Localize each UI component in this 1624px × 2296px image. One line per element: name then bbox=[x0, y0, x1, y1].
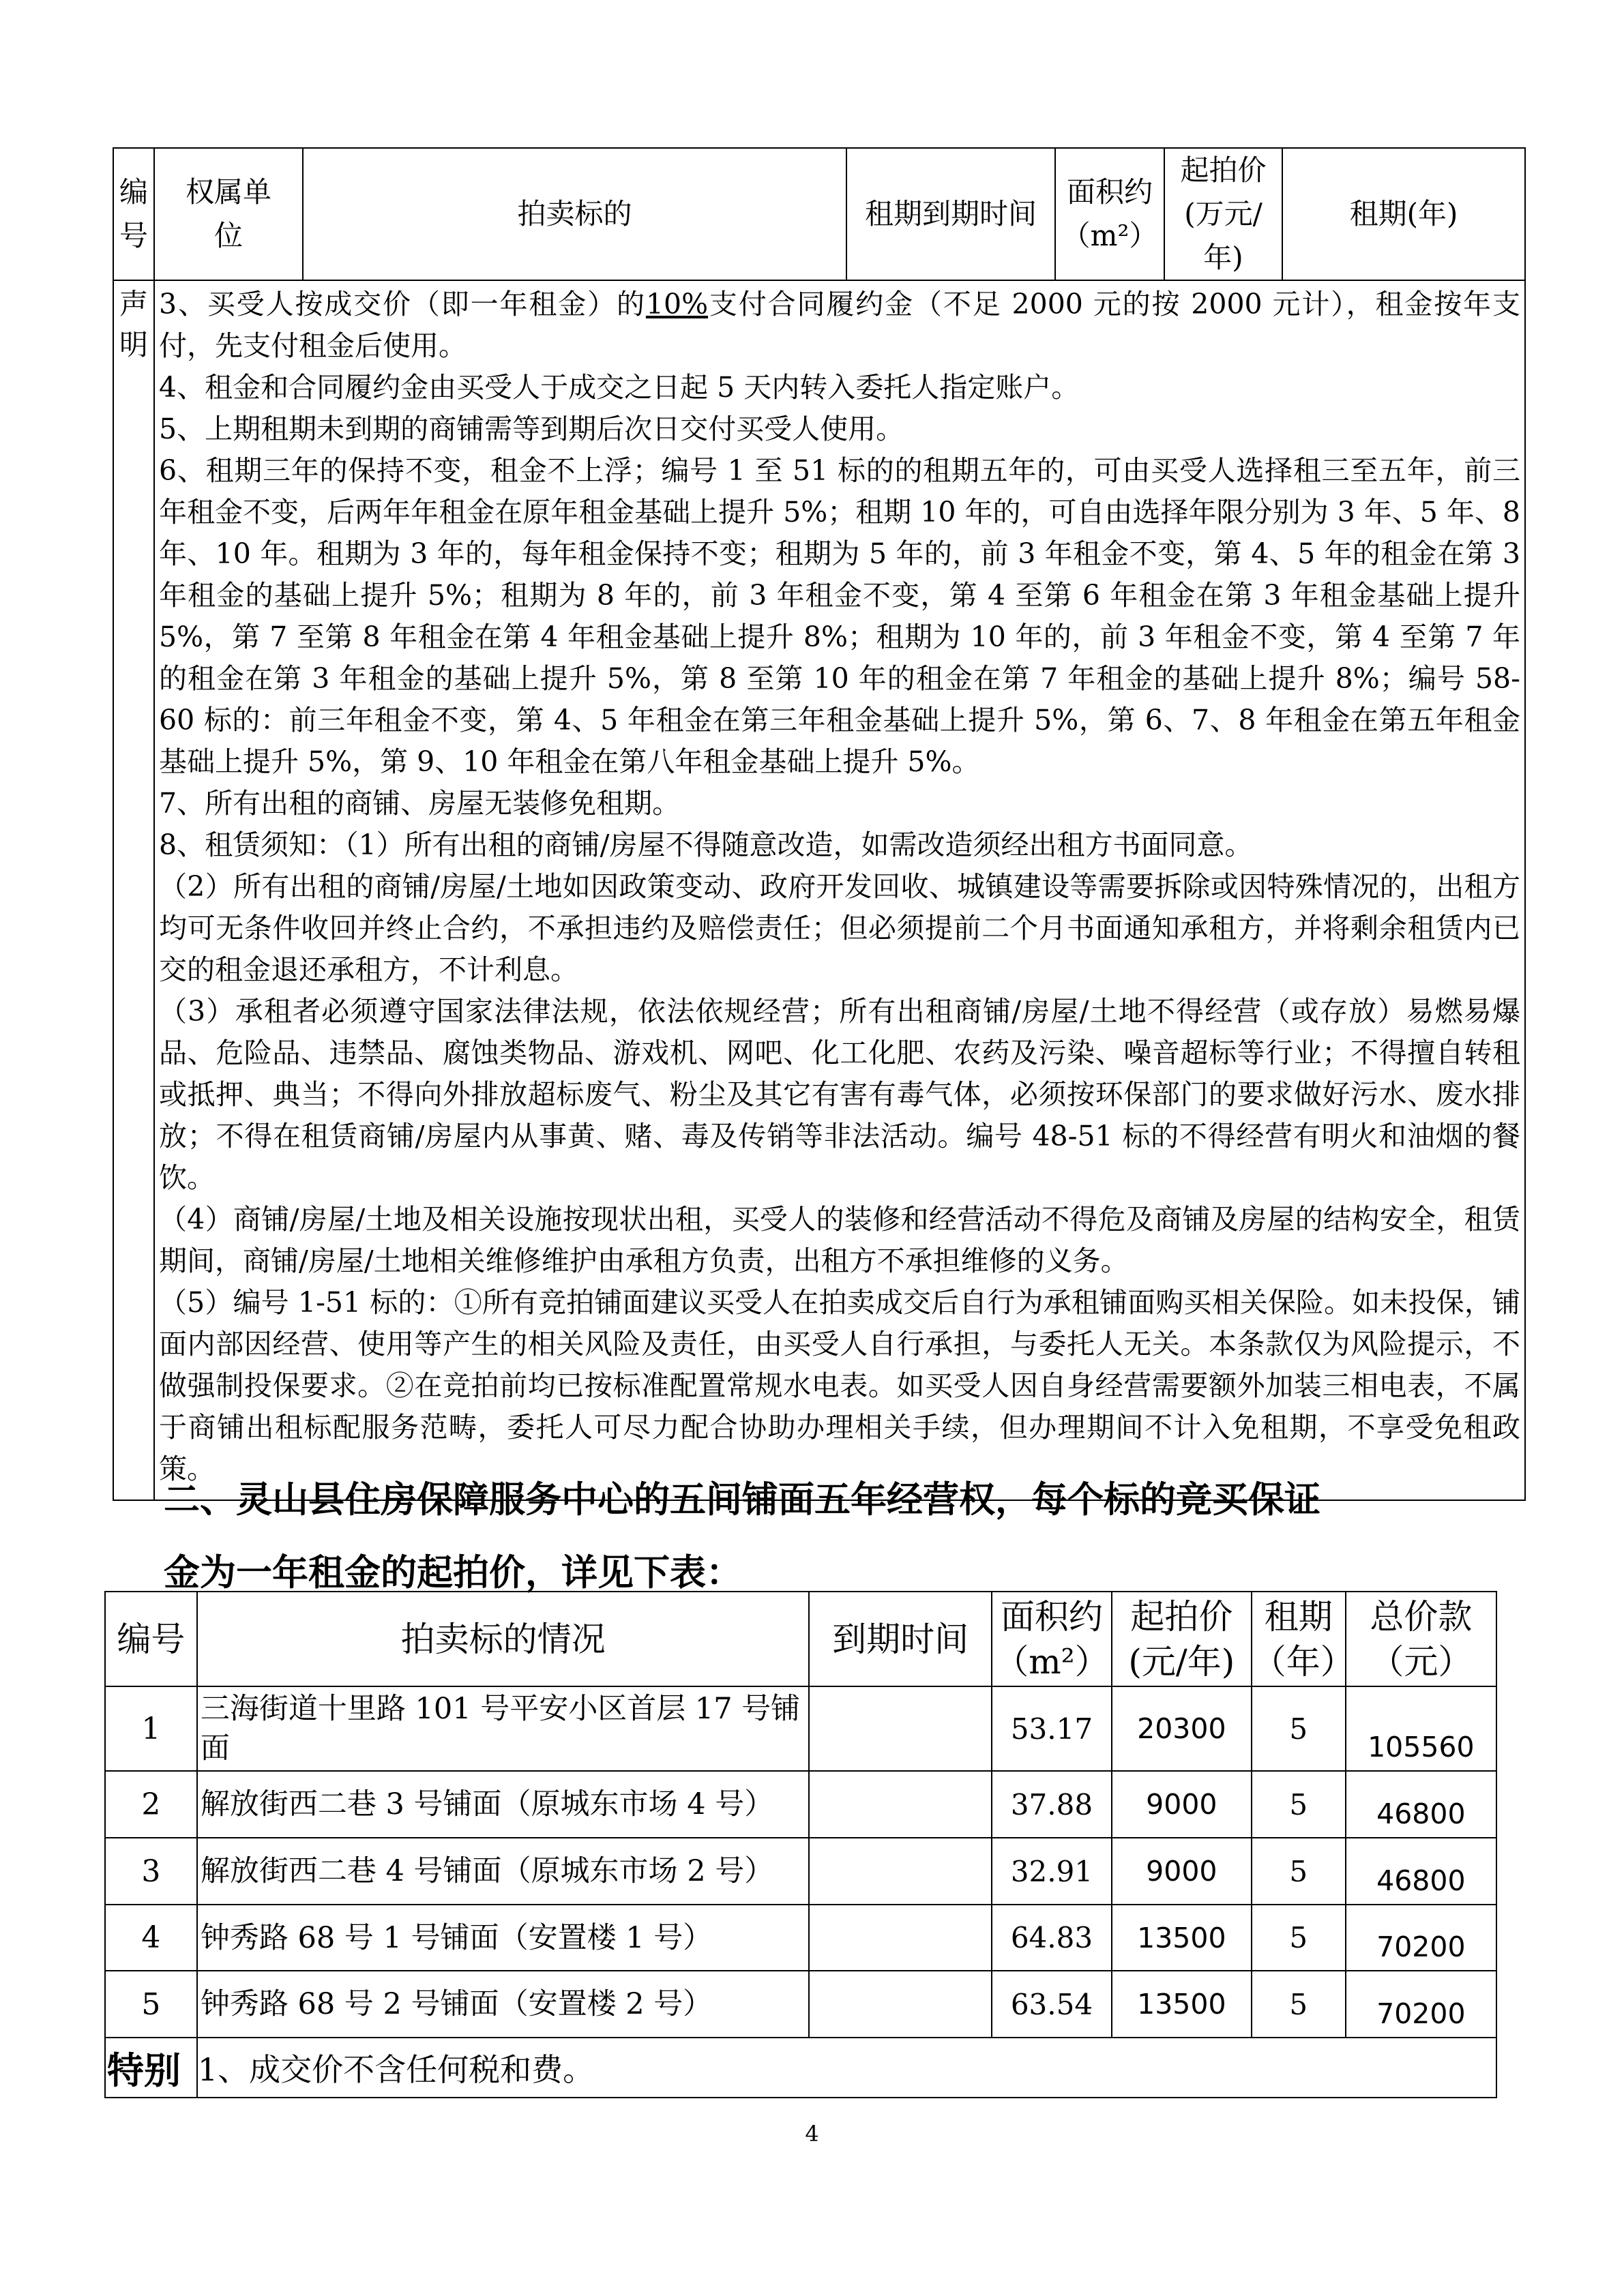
note-item-4: 4、租金和合同履约金由买受人于成交之日起 5 天内转入委托人指定账户。 bbox=[159, 371, 1080, 404]
special-notes-row bbox=[105, 2038, 1496, 2098]
page-number: 4 bbox=[805, 2121, 819, 2147]
lot-price: 9000 bbox=[1112, 1771, 1252, 1838]
lot-term: 5 bbox=[1252, 1686, 1346, 1771]
lot-total: 70200 bbox=[1346, 1905, 1496, 1971]
lot-price: 9000 bbox=[1112, 1838, 1252, 1905]
note-item-7: 7、所有出租的商铺、房屋无装修免租期。 bbox=[159, 787, 681, 820]
lot-total: 105560 bbox=[1346, 1686, 1496, 1771]
header-expiry: 租期到期时间 bbox=[846, 148, 1055, 280]
special-label: 特别 bbox=[105, 2038, 197, 2098]
lot-price: 20300 bbox=[1112, 1686, 1252, 1771]
note-item-8-4: （4）商铺/房屋/土地及相关设施按现状出租，买受人的装修和经营活动不得危及商铺及房屋的结构安全，租赁期间，商铺/房屋/土地相关维修维护由承租方负责，出租方不承担维修的义务。 bbox=[159, 1203, 1520, 1277]
lot-expiry bbox=[809, 1771, 992, 1838]
header-price: 起拍价(万元/年) bbox=[1164, 148, 1282, 280]
lot-subject: 解放街西二巷 4 号铺面（原城东市场 2 号） bbox=[197, 1838, 810, 1905]
lot-term: 5 bbox=[1252, 1838, 1346, 1905]
header-total: 总价款（元） bbox=[1346, 1592, 1496, 1686]
lot-area: 63.54 bbox=[992, 1971, 1112, 2038]
header-area: 面积约（m²） bbox=[1055, 148, 1164, 280]
auction-lots-table bbox=[104, 1591, 1497, 2098]
table-row bbox=[105, 1971, 1496, 2038]
header-price: 起拍价(元/年) bbox=[1112, 1592, 1252, 1686]
header-expiry: 到期时间 bbox=[809, 1592, 992, 1686]
deposit-rate: 10% bbox=[645, 288, 709, 320]
note-item-8-5: （5）编号 1-51 标的：①所有竞拍铺面建议买受人在拍卖成交后自行为承租铺面购买相关保险。如未投保，铺面内部因经营、使用等产生的相关风险及责任，由买受人自行承担，与委托人无关。本条款仅为风险提示，不做强制投保要求。②在竞拍前均已按标准配置常规水电表。如买受人因自身经营需要额外加装三相电表，不属于商铺出租标配服务范畴，委托人可尽力配合协助办理相关手续，但办理期间不计入免租期，不享受免租政策。 bbox=[159, 1286, 1520, 1485]
lot-subject: 钟秀路 68 号 1 号铺面（安置楼 1 号） bbox=[197, 1905, 810, 1971]
header-subject: 拍卖标的情况 bbox=[197, 1592, 810, 1686]
notes-label: 声明 bbox=[113, 280, 154, 1500]
note-item-6: 6、租期三年的保持不变，租金不上浮；编号 1 至 51 标的的租期五年的，可由买受人选择租三至五年，前三年租金不变，后两年年租金在原年租金基础上提升 5%；租期 10 年的，可自由选择年限分别为 3 年、5 年、8 年、10 年。租期为 3 年的，每年租金保持不变；租期为 5 年的，前 3 年租金不变，第 4、5 年的租金在第 3 年租金的基础上提升 5%；租期为 8 年的，前 3 年租金不变，第 4 至第 6 年租金在第 3 年租金基础上提升 5%，第 7 至第 8 年租金在第 4 年租金基础上提升 8%；租期为 10 年的，前 3 年租金不变，第 4 至第 7 年的租金在第 3 年租金的基础上提升 5%，第 8 至第 10 年的租金在第 7 年租金的基础上提升 8%；编号 58-60 标的：前三年租金不变，第 4、5 年租金在第三年租金基础上提升 5%，第 6、7、8 年租金在第五年租金基础上提升 5%，第 9、10 年租金在第八年租金基础上提升 5%。 bbox=[159, 454, 1520, 778]
header-owner: 权属单位 bbox=[154, 148, 303, 280]
lot-no: 3 bbox=[105, 1838, 197, 1905]
lot-term: 5 bbox=[1252, 1905, 1346, 1971]
lot-no: 4 bbox=[105, 1905, 197, 1971]
announcement-table-1 bbox=[113, 147, 1526, 1501]
header-area: 面积约（m²） bbox=[992, 1592, 1112, 1686]
lot-expiry bbox=[809, 1686, 992, 1771]
lot-no: 1 bbox=[105, 1686, 197, 1771]
table-row bbox=[105, 1838, 1496, 1905]
lot-area: 32.91 bbox=[992, 1838, 1112, 1905]
table1-header-row bbox=[113, 148, 1525, 280]
lot-area: 64.83 bbox=[992, 1905, 1112, 1971]
lot-area: 53.17 bbox=[992, 1686, 1112, 1771]
note-item-8-3: （3）承租者必须遵守国家法律法规，依法依规经营；所有出租商铺/房屋/土地不得经营（或存放）易燃易爆品、危险品、违禁品、腐蚀类物品、游戏机、网吧、化工化肥、农药及污染、噪音超标等行业；不得擅自转租或抵押、典当；不得向外排放超标废气、粉尘及其它有害有毒气体，必须按环保部门的要求做好污水、废水排放；不得在租赁商铺/房屋内从事黄、赌、毒及传销等非法活动。编号 48-51 标的不得经营有明火和油烟的餐饮。 bbox=[159, 995, 1520, 1194]
lot-total: 46800 bbox=[1346, 1771, 1496, 1838]
table-row bbox=[105, 1905, 1496, 1971]
note-item-8-2: （2）所有出租的商铺/房屋/土地如因政策变动、政府开发回收、城镇建设等需要拆除或因特殊情况的，出租方均可无条件收回并终止合约，不承担违约及赔偿责任；但必须提前二个月书面通知承租方，并将剩余租赁内已交的租金退还承租方，不计利息。 bbox=[159, 870, 1520, 986]
header-term: 租期(年) bbox=[1282, 148, 1525, 280]
table1-notes-row bbox=[113, 280, 1525, 1500]
lot-term: 5 bbox=[1252, 1971, 1346, 2038]
lot-subject: 三海街道十里路 101 号平安小区首层 17 号铺面 bbox=[197, 1686, 810, 1771]
note-item-3: 3、买受人按成交价（即一年租金）的10%支付合同履约金（不足 2000 元的按 2000 元计），租金按年支付，先支付租金后使用。 bbox=[159, 288, 1521, 362]
lot-term: 5 bbox=[1252, 1771, 1346, 1838]
table2-header-row bbox=[105, 1592, 1496, 1686]
header-no: 编号 bbox=[105, 1592, 197, 1686]
lot-price: 13500 bbox=[1112, 1971, 1252, 2038]
lot-subject: 钟秀路 68 号 2 号铺面（安置楼 2 号） bbox=[197, 1971, 810, 2038]
header-subject: 拍卖标的 bbox=[303, 148, 846, 280]
lot-no: 2 bbox=[105, 1771, 197, 1838]
lot-total: 70200 bbox=[1346, 1971, 1496, 2038]
lot-expiry bbox=[809, 1905, 992, 1971]
lot-no: 5 bbox=[105, 1971, 197, 2038]
section-2-heading-line2: 金为一年租金的起拍价，详见下表： bbox=[164, 1551, 742, 1594]
section-2-heading-line1: 二、灵山县住房保障服务中心的五间铺面五年经营权，每个标的竞买保证 bbox=[164, 1478, 1320, 1521]
lot-area: 37.88 bbox=[992, 1771, 1112, 1838]
header-term: 租期（年） bbox=[1252, 1592, 1346, 1686]
note-item-8: 8、租赁须知：（1）所有出租的商铺/房屋不得随意改造，如需改造须经出租方书面同意。 bbox=[159, 829, 1253, 861]
note-item-5: 5、上期租期未到期的商铺需等到期后次日交付买受人使用。 bbox=[159, 413, 904, 445]
table-row bbox=[105, 1771, 1496, 1838]
lot-expiry bbox=[809, 1971, 992, 2038]
table-row bbox=[105, 1686, 1496, 1771]
lot-price: 13500 bbox=[1112, 1905, 1252, 1971]
notes-body bbox=[154, 280, 1525, 1500]
lot-expiry bbox=[809, 1838, 992, 1905]
header-no: 编号 bbox=[113, 148, 154, 280]
lot-subject: 解放街西二巷 3 号铺面（原城东市场 4 号） bbox=[197, 1771, 810, 1838]
special-text: 1、成交价不含任何税和费。 bbox=[197, 2038, 1496, 2098]
lot-total: 46800 bbox=[1346, 1838, 1496, 1905]
